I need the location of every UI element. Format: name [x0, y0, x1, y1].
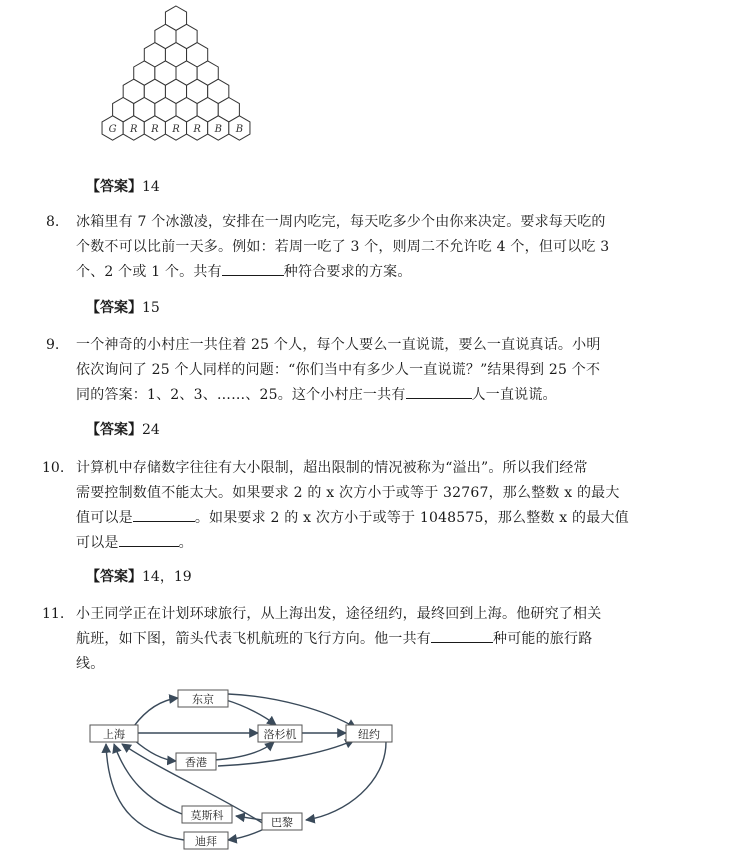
answer-value: 15: [142, 300, 160, 316]
question-8-text: 种符合要求的方案。: [283, 264, 412, 280]
question-10-text: 。如果要求 2 的 x 次方小于或等于 1048575，那么整数 x 的最大值: [194, 510, 629, 526]
route-hongkong-la: [214, 742, 274, 760]
question-8-line-3: [76, 260, 412, 285]
hexagon-label: B: [235, 124, 244, 135]
question-10-line-3: [76, 506, 629, 531]
answer-value: 14，19: [142, 569, 192, 585]
question-10-text: 。: [178, 535, 193, 551]
answer-10: [86, 568, 192, 586]
answer-8: [86, 299, 160, 317]
question-8-line-2: 个数不可以比前一天多。例如：若周一吃了 3 个，则周二不允许吃 4 个，但可以吃 3: [76, 239, 610, 255]
question-10-line-4: [76, 531, 193, 556]
route-paris-moscow: [236, 816, 262, 820]
node-label-shanghai: 上海: [103, 728, 125, 741]
answer-blank[interactable]: [431, 627, 493, 643]
question-10-line-2: 需要控制数值不能太大。如果要求 2 的 x 次方小于或等于 32767，那么整数 x 的最大: [76, 485, 620, 501]
node-label-moscow: 莫斯科: [190, 809, 224, 822]
hexagon-label: R: [151, 124, 159, 135]
question-10-text: 值可以是: [76, 510, 133, 526]
question-11-line-3: 线。: [76, 656, 105, 672]
answer-blank[interactable]: [222, 260, 284, 276]
hexagon-label: B: [214, 124, 222, 135]
node-label-newyork: 纽约: [358, 728, 380, 741]
answer-tag: 【答案】: [86, 422, 142, 438]
question-8-text: 个、2 个或 1 个。共有: [76, 264, 222, 280]
question-11-number: 11.: [42, 606, 65, 622]
question-11-text: 种可能的旅行路: [493, 631, 593, 647]
answer-blank[interactable]: [406, 383, 472, 399]
question-11-line-2: [76, 627, 592, 652]
route-shanghai-tokyo: [134, 698, 178, 726]
question-9-line-2: 依次询问了 25 个人同样的问题：“你们当中有多少人一直说谎？”结果得到 25 个不: [76, 362, 601, 378]
answer-tag: 【答案】: [86, 300, 142, 316]
route-paris-dubai: [228, 828, 266, 840]
hexagon-label: R: [193, 124, 201, 135]
flight-route-graph: [86, 682, 416, 850]
answer-value: 24: [142, 422, 160, 438]
question-9-text: 人一直说谎。: [471, 387, 557, 403]
answer-blank[interactable]: [133, 506, 195, 522]
route-moscow-shanghai: [114, 744, 182, 814]
route-shanghai-hongkong: [134, 740, 176, 761]
route-tokyo-newyork: [228, 694, 356, 728]
answer-9: [86, 421, 160, 439]
route-tokyo-la: [226, 700, 276, 725]
question-10-number: 10.: [42, 460, 65, 476]
hexagon-label: R: [172, 124, 180, 135]
question-9-text: 同的答案：1、2、3、……、25。这个小村庄一共有: [76, 387, 406, 403]
node-label-dubai: 迪拜: [195, 835, 217, 848]
question-9-line-3: [76, 383, 557, 408]
question-10-text: 可以是: [76, 535, 119, 551]
answer-tag: 【答案】: [86, 179, 142, 195]
question-9-line-1: 一个神奇的小村庄一共住着 25 个人，每个人要么一直说谎，要么一直说真话。小明: [76, 337, 601, 353]
node-label-paris: 巴黎: [271, 816, 293, 829]
hexagon-triangle-figure: [86, 4, 266, 156]
answer-blank[interactable]: [119, 531, 179, 547]
route-newyork-paris: [306, 742, 386, 820]
question-8-number: 8.: [46, 214, 60, 230]
node-label-la: 洛杉机: [263, 728, 297, 741]
route-hongkong-newyork: [218, 740, 354, 766]
hexagon-label: R: [129, 124, 138, 135]
question-11-line-1: 小王同学正在计划环球旅行，从上海出发，途径纽约，最终回到上海。他研究了相关: [76, 606, 602, 622]
answer-value: 14: [142, 179, 160, 195]
node-label-hongkong: 香港: [185, 756, 207, 769]
question-10-line-1: 计算机中存储数字往往有大小限制，超出限制的情况被称为“溢出”。所以我们经常: [76, 460, 588, 476]
question-11-text: 航班，如下图，箭头代表飞机航班的飞行方向。他一共有: [76, 631, 431, 647]
node-label-tokyo: 东京: [192, 693, 214, 706]
answer-7: [86, 178, 160, 196]
question-9-number: 9.: [46, 337, 60, 353]
question-8-line-1: 冰箱里有 7 个冰激凌，安排在一周内吃完，每天吃多少个由你来决定。要求每天吃的: [76, 214, 606, 230]
answer-tag: 【答案】: [86, 569, 142, 585]
hexagon-label: G: [108, 124, 117, 135]
